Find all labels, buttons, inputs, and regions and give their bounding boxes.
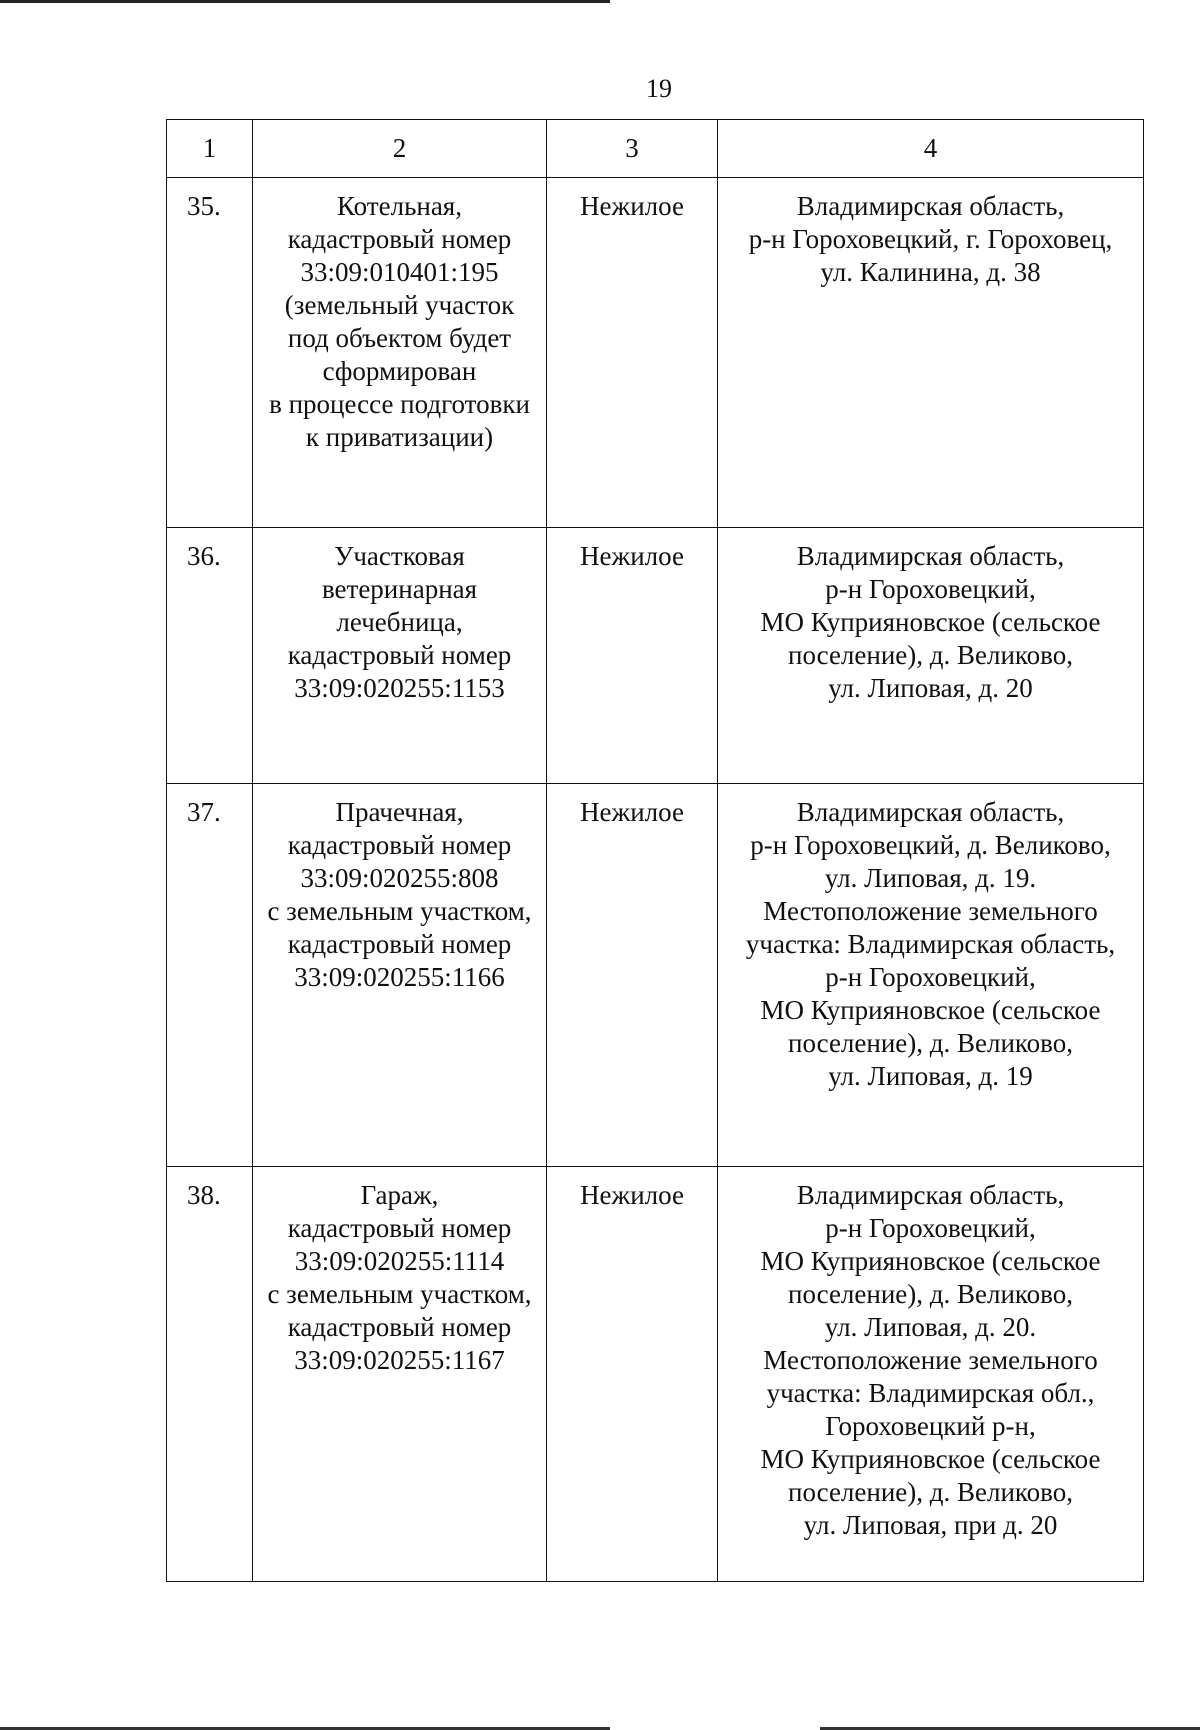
column-header: 2 — [253, 120, 547, 178]
row-number: 38. — [167, 1167, 253, 1582]
object-name: Прачечная, кадастровый номер 33:09:020255:808 с земельным участком, кадастровый номер 33:09:020255:1166 — [253, 784, 547, 1167]
object-type: Нежилое — [547, 1167, 718, 1582]
column-header: 1 — [167, 120, 253, 178]
column-header: 3 — [547, 120, 718, 178]
page-number: 19 — [646, 74, 672, 103]
object-type: Нежилое — [547, 528, 718, 784]
table-header-row — [167, 120, 1144, 178]
object-name: Котельная, кадастровый номер 33:09:010401:195 (земельный участок под объектом будет сформирован в процессе подготовки к приватизации) — [253, 178, 547, 528]
object-address: Владимирская область, р-н Гороховецкий, МО Куприяновское (сельское поселение), д. Великово, ул. Липовая, д. 20 — [718, 528, 1144, 784]
object-address: Владимирская область, р-н Гороховецкий, МО Куприяновское (сельское поселение), д. Великово, ул. Липовая, д. 20. Местоположение земельного участка: Владимирская обл., Гороховецкий р-н, МО Куприяновское (сельское поселение), д. Великово, ул. Липовая, при д. 20 — [718, 1167, 1144, 1582]
table-row — [167, 1167, 1144, 1582]
object-type: Нежилое — [547, 784, 718, 1167]
table-row — [167, 784, 1144, 1167]
object-name: Гараж, кадастровый номер 33:09:020255:1114 с земельным участком, кадастровый номер 33:09:020255:1167 — [253, 1167, 547, 1582]
object-type: Нежилое — [547, 178, 718, 528]
row-number: 37. — [167, 784, 253, 1167]
scan-edge-line — [0, 0, 610, 3]
table-row — [167, 178, 1144, 528]
row-number: 36. — [167, 528, 253, 784]
object-address: Владимирская область, р-н Гороховецкий, д. Великово, ул. Липовая, д. 19. Местоположение земельного участка: Владимирская область, р-н Гороховецкий, МО Куприяновское (сельское поселение), д. Великово, ул. Липовая, д. 19 — [718, 784, 1144, 1167]
row-number: 35. — [167, 178, 253, 528]
object-name: Участковая ветеринарная лечебница, кадастровый номер 33:09:020255:1153 — [253, 528, 547, 784]
column-header: 4 — [718, 120, 1144, 178]
object-address: Владимирская область, р-н Гороховецкий, г. Гороховец, ул. Калинина, д. 38 — [718, 178, 1144, 528]
table-row — [167, 528, 1144, 784]
property-table — [166, 119, 1144, 1582]
